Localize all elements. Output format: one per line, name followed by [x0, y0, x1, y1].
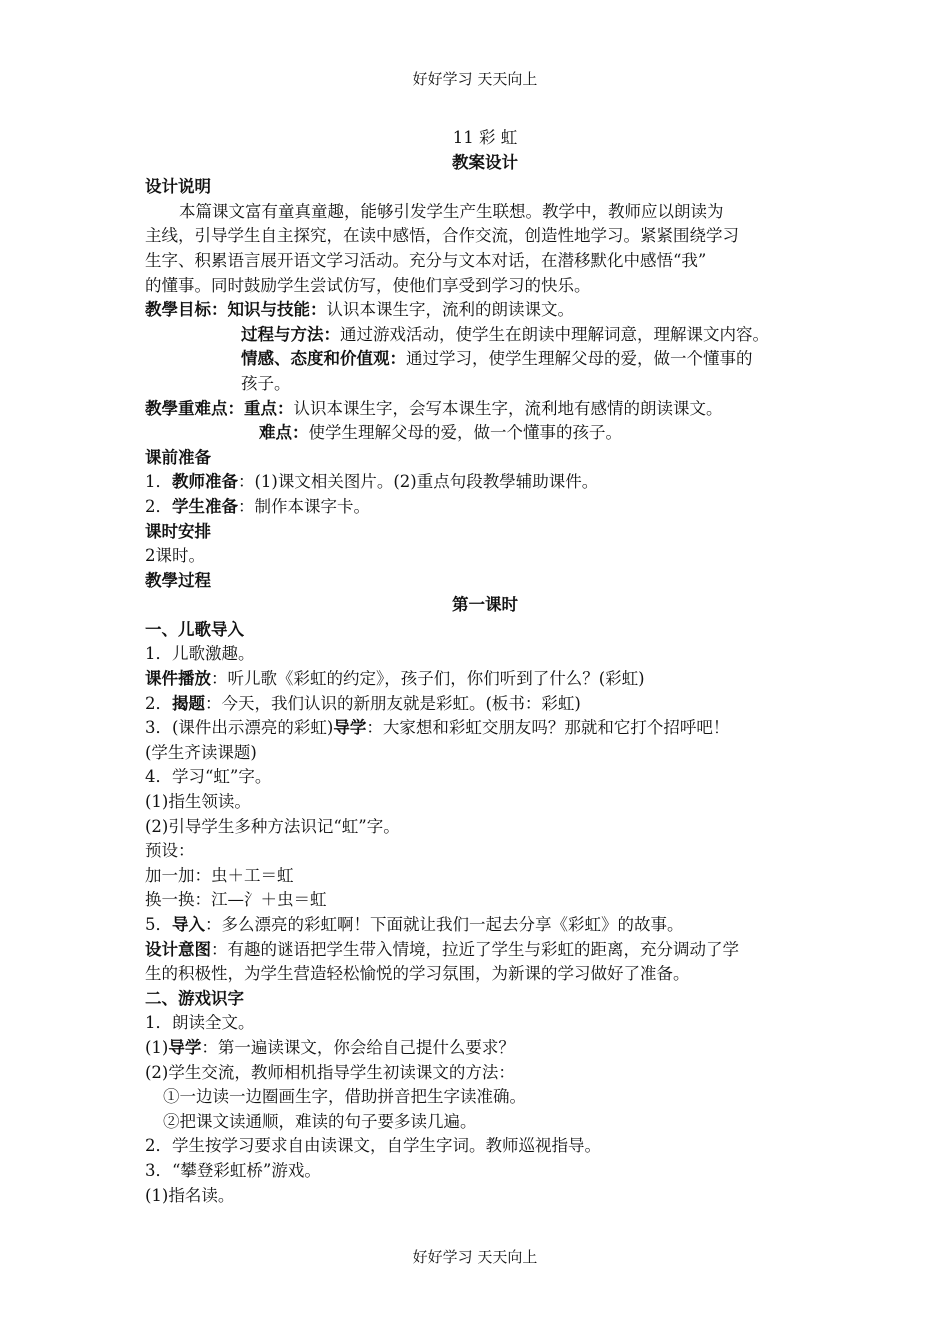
part1-line-4 — [145, 716, 825, 741]
lesson-title: 11 彩 虹 — [452, 128, 518, 147]
prep2-num: 2． — [145, 496, 172, 516]
p1-3-num: 2． — [145, 693, 172, 713]
key1-label: 重点： — [244, 398, 294, 418]
key2-text: 使学生理解父母的爱，做一个懂事的孩子。 — [308, 423, 622, 443]
intent-text: ：有趣的谜语把学生带入情境，拉近了学生与彩虹的距离，充分调动了学 — [211, 939, 739, 959]
goal-line-2 — [145, 323, 825, 348]
p1-11-num: 5． — [145, 915, 172, 934]
goal3-label: 情感、态度和价值观： — [241, 349, 406, 369]
prep1-label: 教师准备 — [172, 472, 238, 492]
goal1-label: 知识与技能： — [227, 300, 327, 320]
page-header: 好好学习 天天向上 — [412, 70, 538, 88]
goal2-label: 过程与方法： — [241, 324, 340, 344]
part2-line-6: 2．学生按学习要求自由读课文，自学生字词。教师巡视指导。 — [145, 1136, 601, 1156]
part2-line-7: 3．“攀登彩虹桥”游戏。 — [145, 1160, 321, 1180]
prep1-text: ：(1)课文相关图片。(2)重点句段教學辅助课件。 — [238, 472, 599, 492]
prep1-num: 1． — [145, 472, 172, 492]
p1-4-label: 导学 — [333, 718, 367, 738]
goal-line-1 — [145, 298, 825, 323]
part2-line-5: ②把课文读通顺，难读的句子要多读几遍。 — [163, 1111, 477, 1131]
part1-line-11 — [145, 913, 825, 938]
intent-line-1 — [145, 938, 825, 963]
key2-label: 难点： — [259, 423, 309, 443]
prep-line-1 — [145, 470, 825, 495]
p2-2-text: ：第一遍读课文，你会给自己提什么要求？ — [201, 1037, 515, 1057]
part1-line-3 — [145, 692, 825, 717]
part2-line-2 — [145, 1036, 825, 1061]
part1-line-1: 1．儿歌激趣。 — [145, 644, 255, 664]
p1-4-text: ：大家想和彩虹交朋友吗？那就和它打个招呼吧！ — [366, 718, 730, 738]
part1-line-7: (2)引导学生多种方法识记“虹”字。 — [145, 816, 400, 836]
p1-2-label: 课件播放 — [145, 669, 211, 689]
key-line-1 — [145, 397, 825, 422]
design-line-4: 的懂事。同时鼓励学生尝试仿写，使他们享受到学习的快乐。 — [145, 275, 591, 295]
design-line-2: 主线，引导学生自主探究，在读中感悟，合作交流，创造性地学习。紧紧围绕学习 — [145, 226, 739, 246]
goal3-text: 通过学习，使学生理解父母的爱，做一个懂事的 — [406, 349, 753, 369]
section-prep: 课前准备 — [145, 447, 211, 467]
goal-label: 教學目标： — [145, 300, 228, 320]
part2-title: 二、游戏识字 — [145, 988, 244, 1008]
p1-4-pre: 3．(课件出示漂亮的彩虹) — [145, 718, 334, 738]
p1-3-label: 揭题 — [172, 693, 205, 713]
intent-label: 设计意图 — [145, 939, 211, 959]
goal2-text: 通过游戏活动，使学生在朗读中理解词意，理解课文内容。 — [340, 324, 769, 344]
part2-line-3: (2)学生交流，教师相机指导学生初读课文的方法： — [145, 1062, 515, 1082]
p1-11-label: 导入 — [172, 915, 205, 934]
key-line-2 — [145, 421, 825, 446]
part1-line-5: 4．学习“虹”字。 — [145, 767, 272, 787]
prep2-text: ：制作本课字卡。 — [238, 496, 370, 516]
section-design: 设计说明 — [145, 177, 211, 197]
design-line-3: 生字、积累语言展开语文学习活动。充分与文本对话，在潜移默化中感悟“我” — [145, 250, 707, 270]
p1-11-text: ：多么漂亮的彩虹啊！下面就让我们一起去分享《彩虹》的故事。 — [205, 915, 684, 934]
p1-2-text: ：听儿歌《彩虹的约定》，孩子们，你们听到了什么？(彩虹) — [211, 669, 645, 689]
p1-3-text: ：今天，我们认识的新朋友就是彩虹。(板书：彩虹) — [205, 693, 581, 713]
part1-line-4-cont: (学生齐读课题) — [145, 742, 257, 762]
section-process: 教學过程 — [145, 570, 211, 590]
lesson-one-heading: 第一课时 — [452, 595, 518, 615]
intent-line-2: 生的积极性，为学生营造轻松愉悦的学习氛围，为新课的学习做好了准备。 — [145, 964, 690, 984]
p2-2-label: 导学 — [168, 1037, 202, 1057]
part1-title: 一、儿歌导入 — [145, 619, 244, 639]
part1-line-9: 加一加：虫＋工＝虹 — [145, 865, 294, 885]
goal1-text: 认识本课生字，流利的朗读课文。 — [326, 300, 574, 320]
part2-line-1: 1．朗读全文。 — [145, 1013, 255, 1033]
goal-line-3 — [145, 347, 825, 372]
part2-line-8: (1)指名读。 — [145, 1185, 235, 1205]
lesson-subtitle: 教案设计 — [452, 152, 518, 172]
section-time: 课时安排 — [145, 521, 211, 541]
part1-line-8: 预设： — [145, 841, 195, 861]
time-text: 2课时。 — [145, 546, 205, 566]
part2-line-4: ①一边读一边圈画生字，借助拼音把生字读准确。 — [163, 1087, 526, 1107]
key-label: 教學重难点： — [145, 398, 244, 418]
design-line-1: 本篇课文富有童真童趣，能够引发学生产生联想。教学中，教师应以朗读为 — [179, 201, 724, 221]
p2-2-pre: (1) — [145, 1037, 169, 1057]
prep2-label: 学生准备 — [172, 496, 238, 516]
key1-text: 认识本课生字，会写本课生字，流利地有感情的朗读课文。 — [293, 398, 723, 418]
page-footer: 好好学习 天天向上 — [412, 1248, 538, 1266]
prep-line-2 — [145, 495, 825, 520]
part1-line-2 — [145, 667, 825, 692]
part1-line-6: (1)指生领读。 — [145, 792, 251, 812]
document-body — [145, 126, 825, 1208]
goal-line-3-cont: 孩子。 — [241, 373, 291, 393]
part1-line-10: 换一换：江—氵＋虫＝虹 — [145, 890, 327, 910]
